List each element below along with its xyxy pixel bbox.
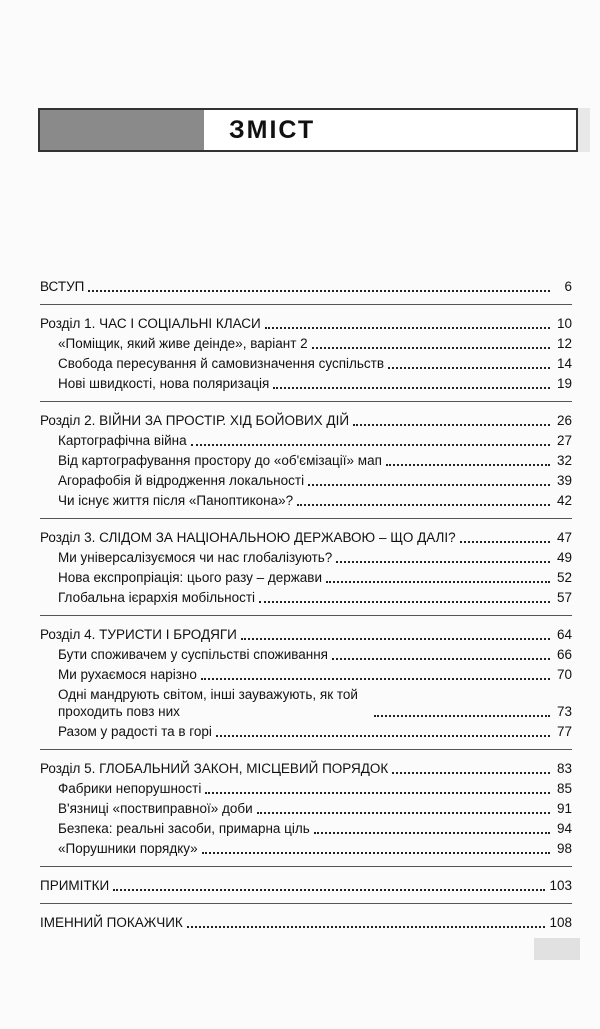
toc-subsection-entry[interactable]	[40, 800, 572, 817]
toc-section-entry[interactable]	[40, 877, 572, 894]
toc-section-entry[interactable]	[40, 278, 572, 295]
dot-leader	[353, 423, 550, 426]
dot-leader	[241, 637, 550, 640]
toc-entry-label: ВСТУП	[40, 279, 85, 294]
toc-entry-label: ПРИМІТКИ	[40, 878, 110, 893]
dot-leader	[88, 289, 550, 292]
toc-page-number: 64	[556, 627, 572, 642]
toc-page-number: 94	[556, 821, 572, 836]
toc-page-number: 70	[556, 667, 572, 682]
table-of-contents	[40, 278, 572, 934]
toc-section-entry[interactable]	[40, 760, 572, 777]
toc-subsection-entry[interactable]	[40, 723, 572, 740]
toc-entry-label: В'язниці «поствиправної» доби	[58, 801, 253, 816]
toc-subsection-entry[interactable]	[40, 780, 572, 797]
toc-subsection-entry[interactable]	[40, 355, 572, 372]
toc-entry-label: Чи існує життя після «Паноптикона»?	[58, 493, 294, 508]
toc-subsection-entry[interactable]	[40, 589, 572, 606]
toc-subsection-entry[interactable]	[40, 569, 572, 586]
section-divider	[40, 304, 572, 305]
toc-page-number: 10	[556, 316, 572, 331]
toc-entry-label: Нові швидкості, нова поляризація	[58, 376, 270, 391]
section-divider	[40, 903, 572, 904]
toc-entry-label: Ми рухаємося нарізно	[58, 667, 197, 682]
dot-leader	[216, 734, 550, 737]
dot-leader	[297, 503, 550, 506]
toc-subsection-entry[interactable]	[40, 492, 572, 509]
dot-leader	[265, 326, 550, 329]
toc-entry-label: Розділ 3. СЛІДОМ ЗА НАЦІОНАЛЬНОЮ ДЕРЖАВОЮ – ЩО ДАЛІ?	[40, 530, 456, 545]
toc-page-number: 108	[549, 915, 572, 930]
toc-entry-label: Глобальна ієрархія мобільності	[58, 590, 256, 605]
dot-leader	[259, 600, 550, 603]
toc-page-number: 73	[556, 704, 572, 719]
section-divider	[40, 615, 572, 616]
toc-entry-label: Ми універсалізуємося чи нас глобалізують?	[58, 550, 333, 565]
toc-entry-label: Нова експропріація: цього разу – держави	[58, 570, 323, 585]
toc-page-number: 42	[556, 493, 572, 508]
toc-entry-label: Від картографування простору до «об'ємізації» мап	[58, 453, 382, 468]
toc-subsection-entry[interactable]	[40, 335, 572, 352]
toc-subsection-entry[interactable]	[40, 375, 572, 392]
toc-entry-label: «Поміщик, який живе деінде», варіант 2	[58, 336, 308, 351]
section-divider	[40, 401, 572, 402]
toc-page-number: 47	[556, 530, 572, 545]
toc-page-number: 49	[556, 550, 572, 565]
toc-page-number: 66	[556, 647, 572, 662]
toc-entry-label: Разом у радості та в горі	[58, 724, 212, 739]
toc-entry-label: Одні мандрують світом, інші зауважують, як той проходить повз них	[58, 687, 358, 719]
toc-entry-label: Бути споживачем у суспільстві споживання	[58, 647, 328, 662]
dot-leader	[113, 888, 545, 891]
toc-subsection-entry[interactable]	[40, 472, 572, 489]
dot-leader	[201, 677, 550, 680]
toc-section-entry[interactable]	[40, 914, 572, 931]
toc-entry-label: Розділ 2. ВІЙНИ ЗА ПРОСТІР. ХІД БОЙОВИХ ДІЙ	[40, 413, 350, 428]
dot-leader	[187, 925, 546, 928]
toc-page-number: 6	[564, 279, 572, 294]
toc-entry-label: Картографічна війна	[58, 433, 187, 448]
dot-leader	[308, 483, 550, 486]
toc-page-number: 32	[556, 453, 572, 468]
page-title: ЗМІСТ	[229, 116, 316, 144]
toc-page-number: 103	[549, 878, 572, 893]
toc-section-entry[interactable]	[40, 529, 572, 546]
toc-subsection-entry[interactable]	[40, 666, 572, 683]
toc-page-number: 14	[556, 356, 572, 371]
dot-leader	[273, 386, 550, 389]
dot-leader	[314, 831, 550, 834]
dot-leader	[460, 540, 550, 543]
dot-leader	[312, 346, 550, 349]
toc-page-number: 77	[556, 724, 572, 739]
dot-leader	[326, 580, 550, 583]
toc-page-number: 85	[556, 781, 572, 796]
dot-leader	[374, 714, 550, 717]
toc-entry-label: Розділ 1. ЧАС І СОЦІАЛЬНІ КЛАСИ	[40, 316, 261, 331]
toc-entry-label: «Порушники порядку»	[58, 841, 198, 856]
dot-leader	[392, 771, 550, 774]
header-gray-bar	[40, 110, 204, 150]
toc-entry-label: Безпека: реальні засоби, примарна ціль	[58, 821, 310, 836]
toc-page-number: 27	[556, 433, 572, 448]
toc-page-number: 12	[556, 336, 572, 351]
dot-leader	[191, 443, 550, 446]
toc-subsection-entry[interactable]	[40, 452, 572, 469]
bleed-through-footer-box	[534, 938, 580, 960]
toc-page-number: 39	[556, 473, 572, 488]
toc-entry-label: ІМЕННИЙ ПОКАЖЧИК	[40, 915, 183, 930]
toc-section-entry[interactable]	[40, 315, 572, 332]
toc-subsection-entry[interactable]	[40, 432, 572, 449]
section-divider	[40, 749, 572, 750]
toc-section-entry[interactable]	[40, 626, 572, 643]
toc-page-number: 98	[556, 841, 572, 856]
dot-leader	[388, 366, 550, 369]
contents-header	[38, 108, 578, 152]
toc-subsection-entry[interactable]	[40, 840, 572, 857]
toc-entry-label: Агорафобія й відродження локальності	[58, 473, 305, 488]
toc-subsection-entry[interactable]	[40, 646, 572, 663]
toc-page-number: 52	[556, 570, 572, 585]
dot-leader	[386, 463, 550, 466]
toc-entry-label: Свобода пересування й самовизначення суспільств	[58, 356, 385, 371]
toc-page-number: 83	[556, 761, 572, 776]
toc-subsection-entry[interactable]	[40, 549, 572, 566]
dot-leader	[336, 560, 550, 563]
toc-subsection-entry[interactable]	[40, 686, 572, 720]
dot-leader	[332, 657, 550, 660]
toc-page-number: 57	[556, 590, 572, 605]
section-divider	[40, 866, 572, 867]
dot-leader	[202, 851, 550, 854]
toc-entry-label: Фабрики непорушності	[58, 781, 202, 796]
toc-page-number: 91	[556, 801, 572, 816]
toc-subsection-entry[interactable]	[40, 820, 572, 837]
dot-leader	[257, 811, 550, 814]
toc-entry-label: Розділ 5. ГЛОБАЛЬНИЙ ЗАКОН, МІСЦЕВИЙ ПОРЯДОК	[40, 761, 389, 776]
toc-section-entry[interactable]	[40, 412, 572, 429]
section-divider	[40, 518, 572, 519]
toc-entry-label: Розділ 4. ТУРИСТИ І БРОДЯГИ	[40, 627, 237, 642]
toc-page-number: 19	[556, 376, 572, 391]
dot-leader	[205, 791, 550, 794]
toc-page-number: 26	[556, 413, 572, 428]
